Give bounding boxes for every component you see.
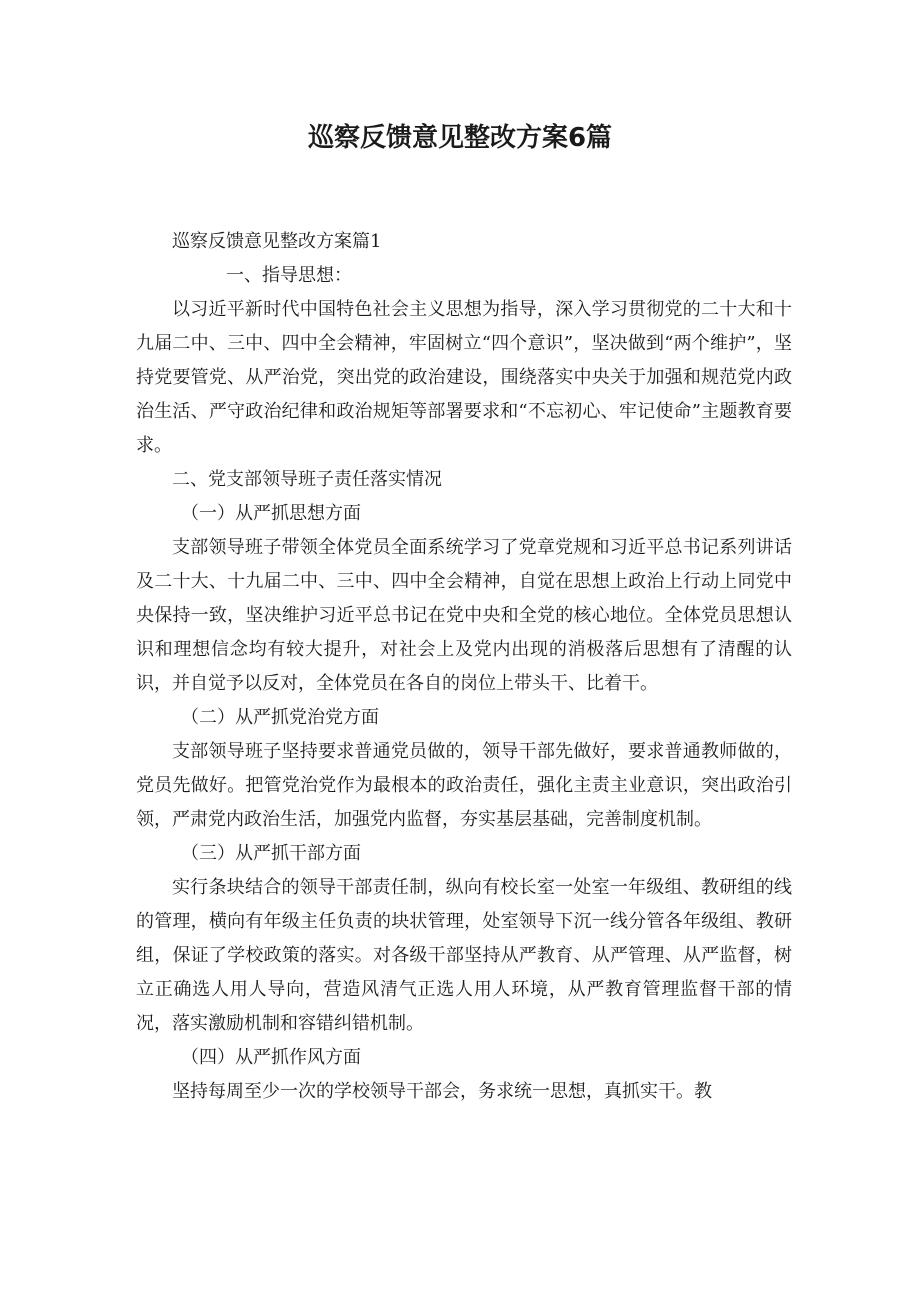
- subheading-cadres: （三）从严抓干部方面: [181, 843, 361, 864]
- paragraph-work-style: 坚持每周至少一次的学校领导干部会，务求统一思想，真抓实干。教: [172, 1081, 712, 1102]
- section-heading: 巡察反馈意见整改方案篇1: [172, 231, 382, 252]
- paragraph-guiding-thought: 以习近平新时代中国特色社会主义思想为指导，深入学习贯彻党的二十大和十九届二中、三中、四中全会精神，牢固树立“四个意识”，坚决做到“两个维护”，坚持党要管党、从严治党，突出党的政治建设，围绕落实中央关于加强和规范党内政治生活、严守政治纪律和政治规矩等部署要求和“不忘初心、牢记使命”主题教育要求。: [136, 299, 792, 456]
- paragraph-thought: 支部领导班子带领全体党员全面系统学习了党章党规和习近平总书记系列讲话及二十大、十九届二中、三中、四中全会精神，自觉在思想上政治上行动上同党中央保持一致，坚决维护习近平总书记在党中央和全党的核心地位。全体党员思想认识和理想信念均有较大提升，对社会上及党内出现的消极落后思想有了清醒的认识，并自觉予以反对，全体党员在各自的岗位上带头干、比着干。: [136, 537, 792, 694]
- paragraph-cadres: 实行条块结合的领导干部责任制，纵向有校长室一处室一年级组、教研组的线的管理，横向有年级主任负责的块状管理，处室领导下沉一线分管各年级组、教研组，保证了学校政策的落实。对各级干部坚持从严教育、从严管理、从严监督，树立正确选人用人导向，营造风清气正选人用人环境，从严教育管理监督干部的情况，落实激励机制和容错纠错机制。: [136, 877, 792, 1034]
- heading-responsibility: 二、党支部领导班子责任落实情况: [172, 469, 442, 490]
- heading-guiding-thought: 一、指导思想：: [226, 265, 352, 286]
- paragraph-party-governance: 支部领导班子坚持要求普通党员做的，领导干部先做好，要求普通教师做的，党员先做好。把管党治党作为最根本的政治责任，强化主责主业意识，突出政治引领，严肃党内政治生活，加强党内监督，夯实基层基础，完善制度机制。: [136, 741, 792, 830]
- subheading-party-governance: （二）从严抓党治党方面: [181, 707, 379, 728]
- subheading-work-style: （四）从严抓作风方面: [181, 1047, 361, 1068]
- subheading-thought: （一）从严抓思想方面: [181, 503, 361, 524]
- document-body: [136, 225, 792, 1109]
- document-title: 巡察反馈意见整改方案6篇: [307, 123, 613, 153]
